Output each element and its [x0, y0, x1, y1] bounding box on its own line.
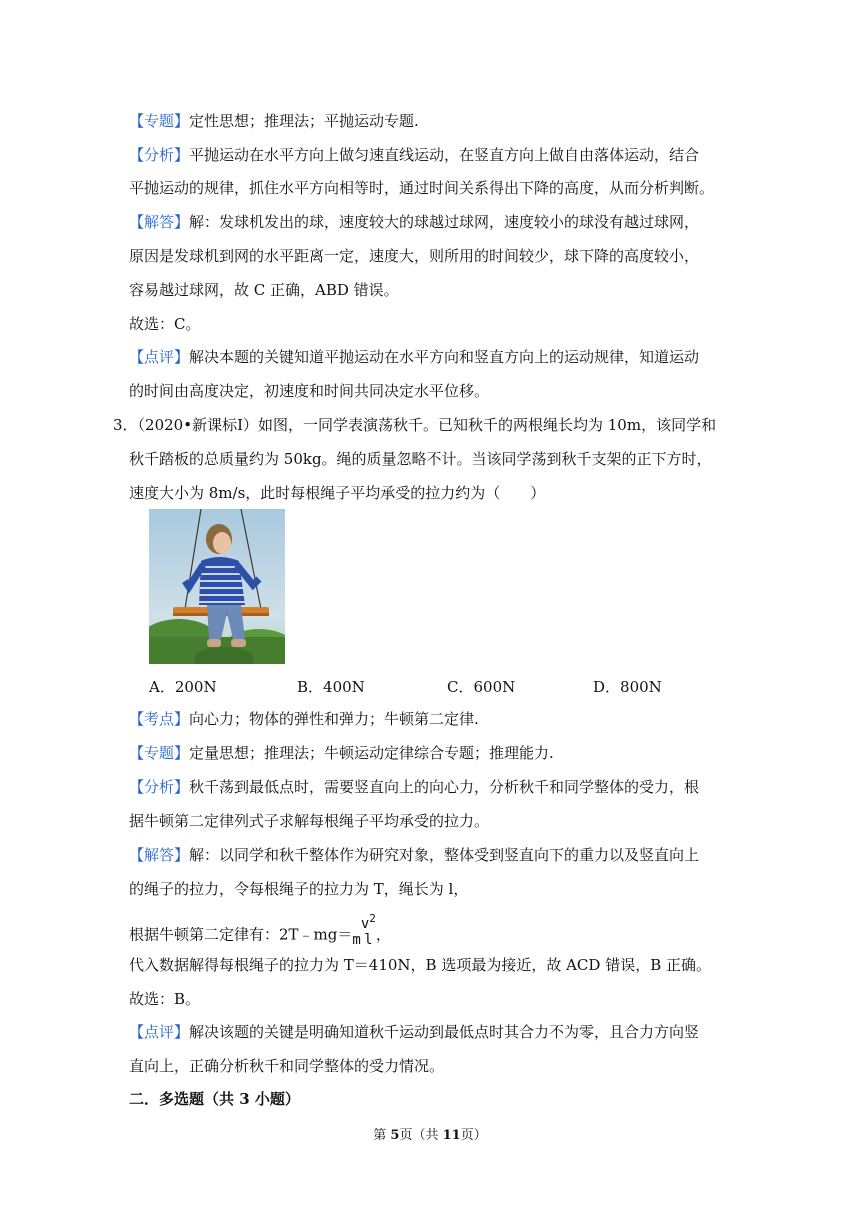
q3-answer-line-4: 代入数据解得每根绳子的拉力为 T＝410N，B 选项最为接近，故 ACD 错误，B 正确。	[129, 956, 711, 974]
topic-tag: 【专题】	[129, 112, 190, 130]
q2-answer-line-3: 容易越过球网，故 C 正确，ABD 错误。	[129, 281, 399, 299]
q2-comment-line-1: 【点评】解决本题的关键知道平抛运动在水平方向和竖直方向上的运动规律，知道运动	[129, 348, 700, 366]
q2-analysis-line-2: 平抛运动的规律，抓住水平方向相等时，通过时间关系得出下降的高度，从而分析判断。	[129, 179, 715, 197]
q2-answer-line-2: 原因是发球机到网的水平距离一定，速度大，则所用的时间较少，球下降的高度较小，	[129, 247, 700, 265]
q3-choice: 故选：B。	[129, 990, 201, 1008]
comment-tag: 【点评】	[129, 1023, 190, 1041]
q3-answer-line-2: 的绳子的拉力，令每根绳子的拉力为 T，绳长为 l，	[129, 880, 469, 898]
q3-analysis-line-1: 【分析】秋千荡到最低点时，需要竖直向上的向心力，分析秋千和同学整体的受力，根	[129, 778, 700, 796]
current-page: 5	[390, 1128, 400, 1143]
option-b: B．400N	[297, 678, 365, 696]
answer-tag: 【解答】	[129, 213, 190, 231]
section-heading: 二．多选题（共 3 小题）	[129, 1090, 300, 1108]
equation-fraction: $v^2$ l	[360, 912, 376, 948]
q3-knowledge-point: 【考点】向心力；物体的弹性和弹力；牛顿第二定律.	[129, 710, 479, 728]
q2-answer-line-1: 【解答】解：发球机发出的球，速度较大的球越过球网，速度较小的球没有越过球网，	[129, 213, 700, 231]
page-footer: 第 5页（共 11页）	[373, 1128, 487, 1143]
q3-analysis-line-2: 据牛顿第二定律列式子求解每根绳子平均承受的拉力。	[129, 812, 490, 830]
q2-choice: 故选：C。	[129, 315, 201, 333]
analysis-tag: 【分析】	[129, 778, 190, 796]
analysis-tag: 【分析】	[129, 146, 190, 164]
q3-stem-line-3: 速度大小为 8m/s，此时每根绳子平均承受的拉力约为（ ）	[129, 484, 546, 502]
q2-analysis-line-1: 【分析】平抛运动在水平方向上做匀速直线运动，在竖直方向上做自由落体运动，结合	[129, 146, 700, 164]
point-tag: 【考点】	[129, 710, 190, 728]
option-a: A．200N	[149, 678, 217, 696]
q2-comment-line-2: 的时间由高度决定，初速度和时间共同决定水平位移。	[129, 382, 490, 400]
q3-answer-line-1: 【解答】解：以同学和秋千整体作为研究对象，整体受到竖直向下的重力以及竖直向上	[129, 846, 700, 864]
question-number: 3．	[113, 416, 138, 434]
q3-comment-line-1: 【点评】解决该题的关键是明确知道秋千运动到最低点时其合力不为零，且合力方向竖	[129, 1023, 700, 1041]
total-pages: 11	[442, 1128, 461, 1143]
q2-topic: 【专题】定性思想；推理法；平抛运动专题.	[129, 112, 419, 130]
q3-comment-line-2: 直向上，正确分析秋千和同学整体的受力情况。	[129, 1057, 445, 1075]
q3-equation: 根据牛顿第二定律有：2T﹣mg＝m $v^2$ l ，	[129, 912, 391, 948]
option-c: C．600N	[447, 678, 516, 696]
equation-mass: m	[352, 931, 361, 948]
q3-stem-line-1: 3．（2020•新课标Ⅰ）如图，一同学表演荡秋千。已知秋千的两根绳长均为 10m，该同学和	[113, 416, 717, 434]
answer-tag: 【解答】	[129, 846, 190, 864]
swing-photo	[149, 509, 285, 664]
topic-tag: 【专题】	[129, 744, 190, 762]
q3-stem-line-2: 秋千踏板的总质量约为 50kg。绳的质量忽略不计。当该同学荡到秋千支架的正下方时，	[129, 450, 712, 468]
q3-topic: 【专题】定量思想；推理法；牛顿运动定律综合专题；推理能力.	[129, 744, 554, 762]
option-d: D．800N	[593, 678, 662, 696]
comment-tag: 【点评】	[129, 348, 190, 366]
